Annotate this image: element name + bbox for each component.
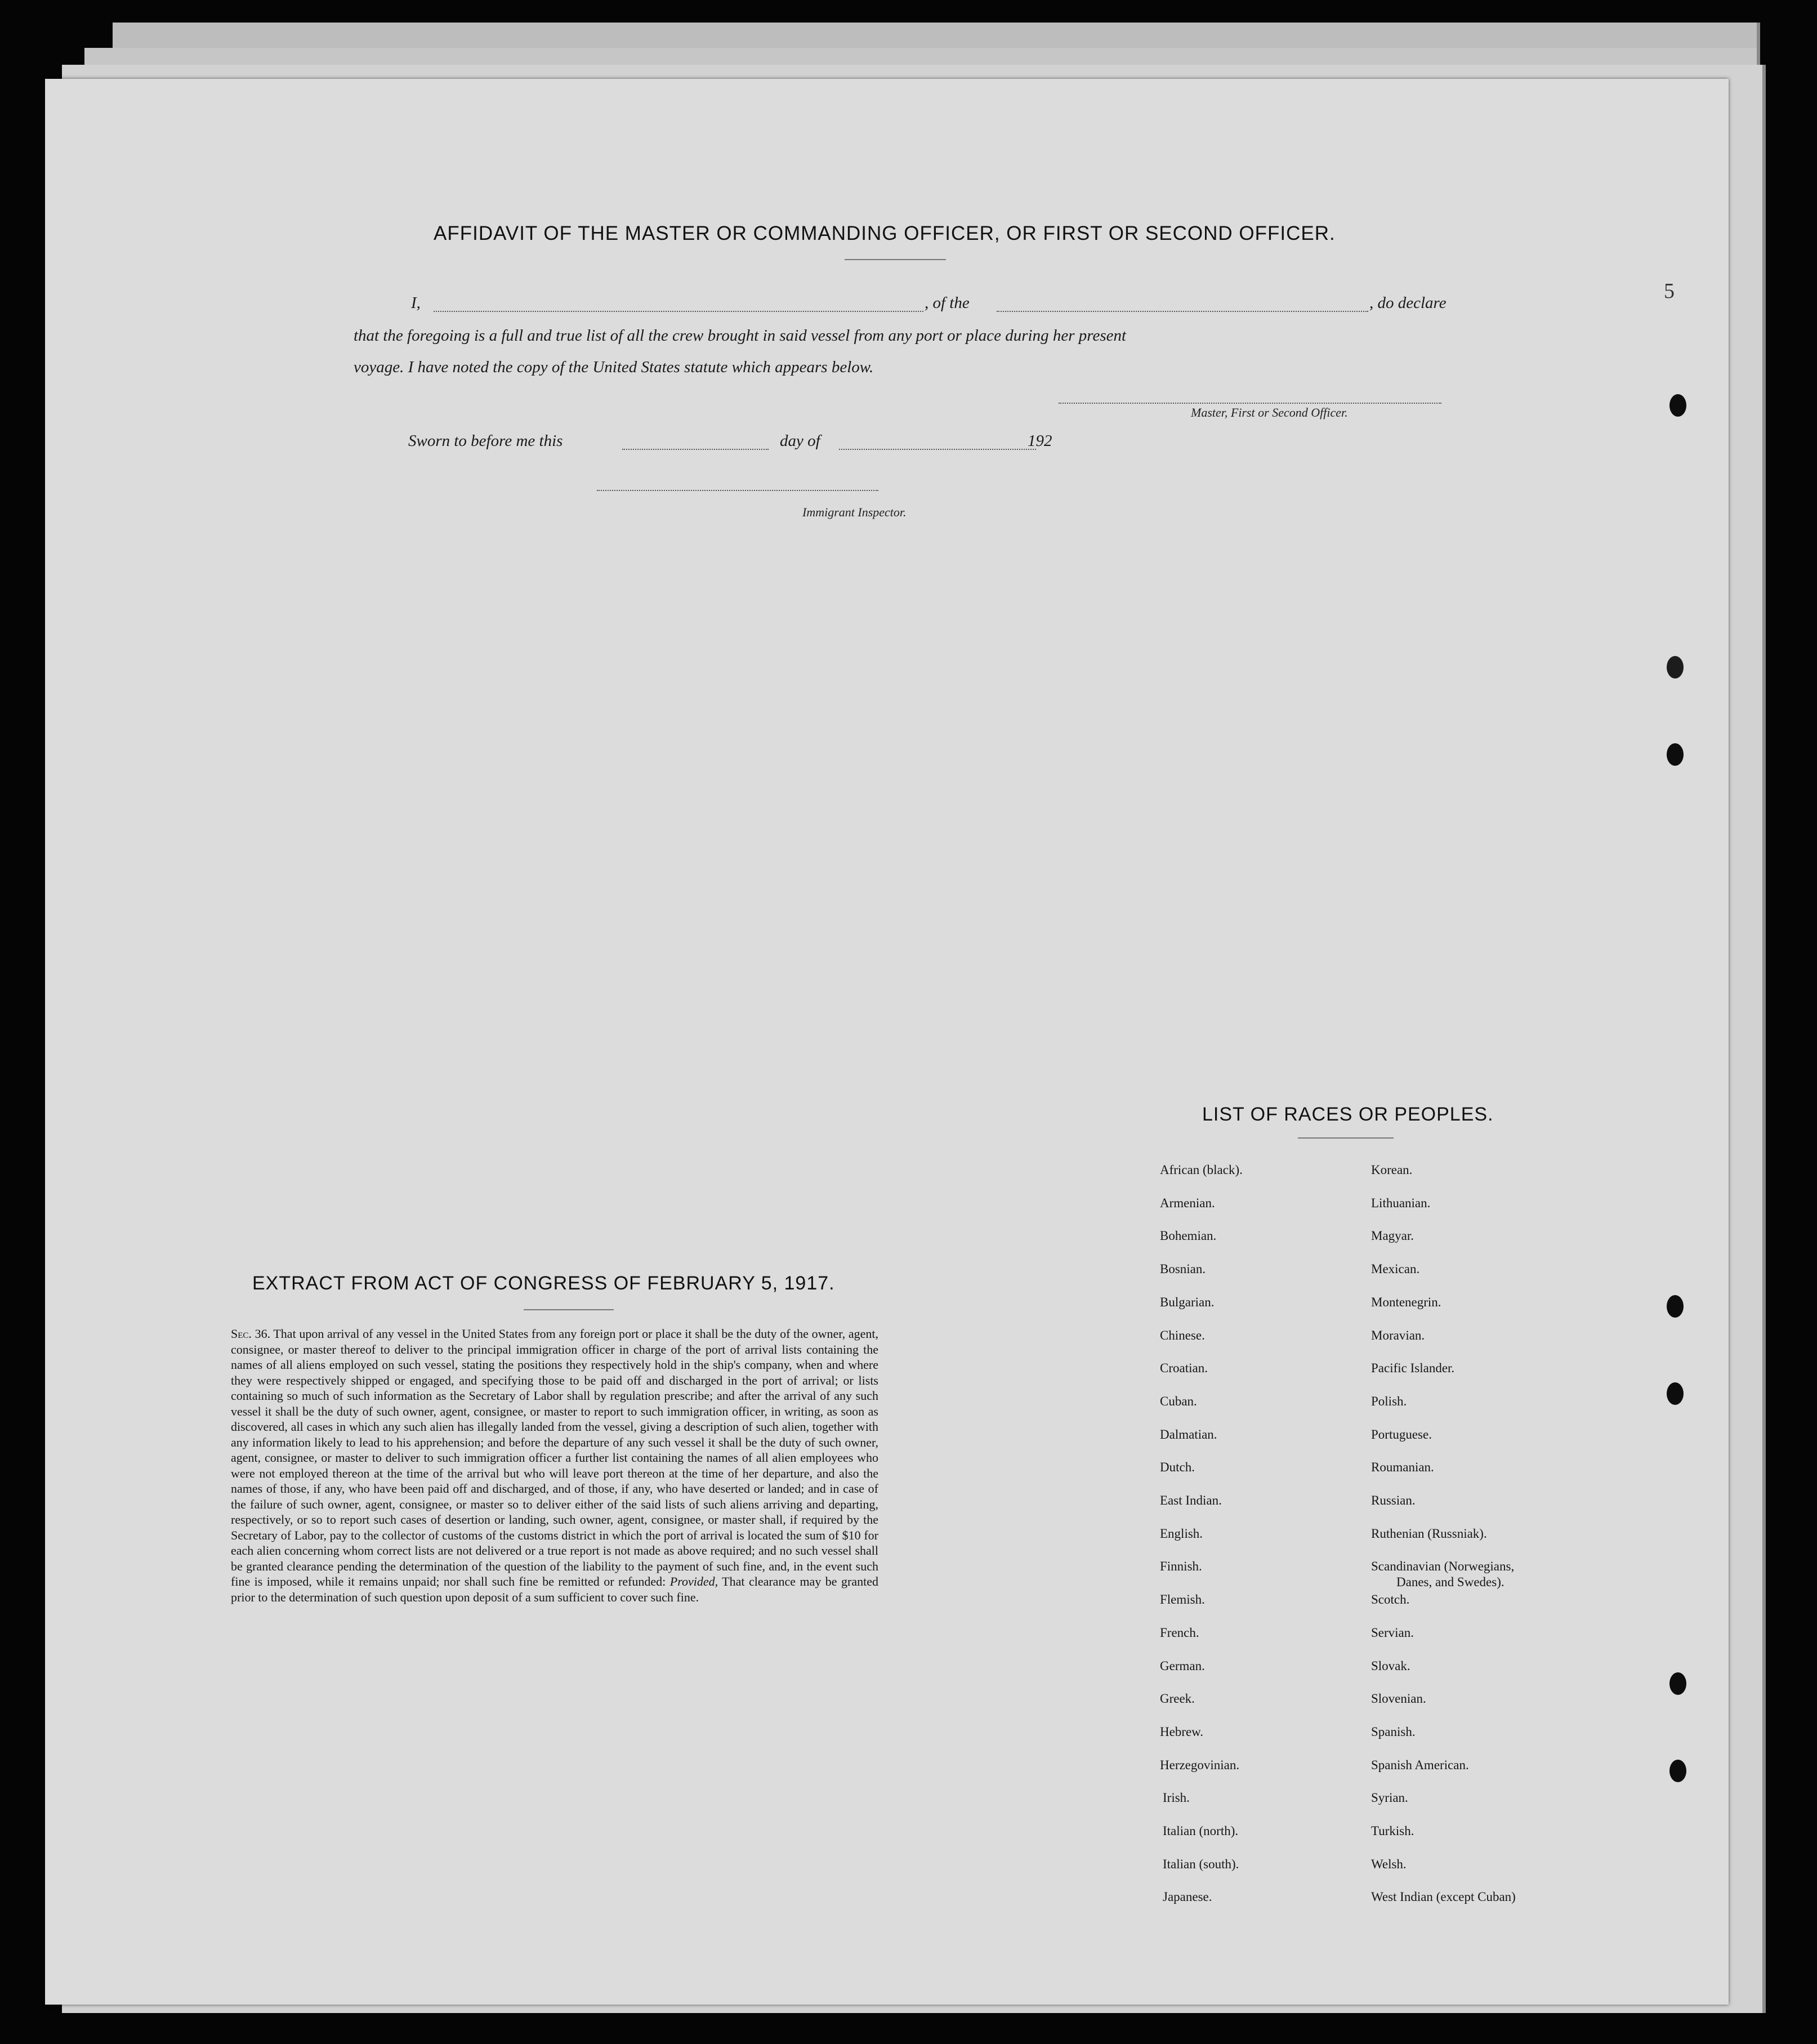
provided-word: Provided, (669, 1574, 718, 1588)
race-item: Italian (south). (1163, 1856, 1239, 1871)
sworn-year: 192 (1028, 432, 1052, 450)
inspector-caption: Immigrant Inspector. (802, 505, 907, 519)
race-item: Bosnian. (1160, 1262, 1206, 1277)
races-title: LIST OF RACES OR PEOPLES. (1202, 1104, 1494, 1125)
punch-hole (1669, 1760, 1686, 1782)
extract-divider (524, 1309, 614, 1310)
race-item: Finnish. (1160, 1559, 1202, 1574)
sworn-day-of: day of (780, 432, 820, 450)
race-scandinavian-continuation: Danes, and Swedes). (1396, 1575, 1505, 1590)
extract-text: That upon arrival of any vessel in the United States from any foreign port or place it shall be the duty of the owner, agent, consignee, or master thereof to deliver to the principal immigration officer in charge of the port of arrival lists containing the names of all aliens employed on such vessel, stating the positions they respectively hold in the ship's company, when and where they were respectively shipped or engaged, and specifying those to be paid off and discharged in the port of arrival; or lists containing so much of such information as the Secretary of Labor shall by regulation prescribe; and after the arrival of any such vessel it shall be the duty of such owner, agent, consignee, or master to report to such immigration officer, in writing, as soon as discovered, all cases in which any such alien has illegally landed from the vessel, giving a description of such alien, together with any information likely to lead to his apprehension; and before the departure of any such vessel it shall be the duty of such owner, agent, consignee, or master to deliver to such immigration officer a further list containing the names of all alien employees who were not employed thereon at the time of the arrival but who will leave port thereon at the time of her departure, and also the names of those, if any, who have been paid off and discharged, and of those, if any, who have deserted or landed; and in case of the failure of such owner, agent, consignee, or master so to deliver either of the said lists of such aliens arriving and departing, respectively, or so to report such cases of desertion or landing, such owner, agent, consignee, or master shall, if required by the Secretary of Labor, pay to the collector of customs of the customs district in which the port of arrival is located the sum of $10 for each alien concerning whom correct lists are not delivered or a true report is not made as above required; and no such vessel shall be granted clearance pending the determination of the question of the liability to the payment of such fine, and, in the event such fine is imposed, while it remains unpaid; nor shall such fine be remitted or refunded: (231, 1327, 879, 1588)
race-item: Moravian. (1371, 1328, 1425, 1342)
extract-body (231, 1326, 878, 1605)
race-item: Greek. (1160, 1692, 1195, 1706)
race-item: Syrian. (1371, 1791, 1408, 1805)
month-blank[interactable] (839, 449, 1036, 450)
race-item: Servian. (1371, 1625, 1414, 1640)
race-item: German. (1160, 1658, 1205, 1673)
vessel-blank[interactable] (997, 311, 1368, 312)
race-item: Montenegrin. (1371, 1295, 1441, 1309)
race-item: Turkish. (1371, 1824, 1414, 1838)
punch-hole (1669, 394, 1686, 417)
race-item: East Indian. (1160, 1493, 1222, 1507)
title-divider (845, 259, 946, 260)
race-item: Lithuanian. (1371, 1195, 1431, 1210)
race-item: Croatian. (1160, 1361, 1208, 1376)
race-item: Chinese. (1160, 1328, 1205, 1342)
race-item: Armenian. (1160, 1195, 1215, 1210)
race-item: Irish. (1163, 1791, 1190, 1805)
punch-hole (1667, 1295, 1684, 1318)
race-item: Roumanian. (1371, 1460, 1434, 1475)
race-item: English. (1160, 1526, 1203, 1541)
race-item: Slovenian. (1371, 1692, 1426, 1706)
affidavit-line3: voyage. I have noted the copy of the United States statute which appears below. (354, 358, 874, 376)
affidavit-i: I, (411, 294, 421, 312)
race-item: Scotch. (1371, 1592, 1410, 1607)
race-item: Korean. (1371, 1163, 1413, 1177)
punch-hole (1669, 1672, 1686, 1695)
affidavit-do-declare: , do declare (1369, 294, 1447, 312)
race-item: Magyar. (1371, 1229, 1414, 1243)
name-blank[interactable] (434, 311, 923, 312)
race-item: Dalmatian. (1160, 1427, 1217, 1441)
race-item: Spanish. (1371, 1724, 1416, 1739)
extract-title: EXTRACT FROM ACT OF CONGRESS OF FEBRUARY 5, 1917. (252, 1273, 835, 1294)
punch-hole (1667, 743, 1684, 766)
race-item: Dutch. (1160, 1460, 1195, 1475)
race-item: Portuguese. (1371, 1427, 1432, 1441)
document-page (45, 79, 1729, 2005)
margin-mark: 5 (1664, 279, 1675, 303)
race-item: Russian. (1371, 1493, 1416, 1507)
inspector-signature-blank[interactable] (597, 490, 878, 491)
section-label: Sec. 36. (231, 1327, 271, 1341)
punch-hole (1667, 656, 1684, 679)
punch-hole (1667, 1382, 1684, 1405)
races-divider (1298, 1137, 1394, 1139)
affidavit-of-the: , of the (925, 294, 970, 312)
race-item: Japanese. (1163, 1890, 1212, 1904)
extract-text-end: That clearance may be granted prior to the determination of such question upon deposit of a sum sufficient to cover such fine. (231, 1574, 878, 1604)
race-item: Bohemian. (1160, 1229, 1217, 1243)
race-item: Bulgarian. (1160, 1295, 1215, 1309)
sworn-prefix: Sworn to before me this (408, 432, 563, 450)
race-item: Slovak. (1371, 1658, 1410, 1673)
day-blank[interactable] (622, 449, 769, 450)
signature-caption: Master, First or Second Officer. (1191, 405, 1348, 419)
signature-blank[interactable] (1059, 403, 1441, 404)
race-item: Hebrew. (1160, 1724, 1204, 1739)
race-item: Pacific Islander. (1371, 1361, 1455, 1376)
race-item: Scandinavian (Norwegians, (1371, 1559, 1515, 1574)
race-item: Mexican. (1371, 1262, 1420, 1277)
affidavit-title: AFFIDAVIT OF THE MASTER OR COMMANDING OFFICER, OR FIRST OR SECOND OFFICER. (434, 222, 1336, 244)
race-item: French. (1160, 1625, 1199, 1640)
race-item: African (black). (1160, 1163, 1243, 1177)
race-item: Spanish American. (1371, 1757, 1469, 1772)
race-item: Cuban. (1160, 1394, 1197, 1408)
race-item: Polish. (1371, 1394, 1407, 1408)
race-item: Welsh. (1371, 1856, 1407, 1871)
race-item: Herzegovinian. (1160, 1757, 1240, 1772)
race-item: Italian (north). (1163, 1824, 1239, 1838)
race-item: West Indian (except Cuban) (1371, 1890, 1516, 1904)
race-item: Ruthenian (Russniak). (1371, 1526, 1487, 1541)
affidavit-line2: that the foregoing is a full and true list of all the crew brought in said vessel from any port or place during her present (354, 327, 1127, 345)
race-item: Flemish. (1160, 1592, 1205, 1607)
